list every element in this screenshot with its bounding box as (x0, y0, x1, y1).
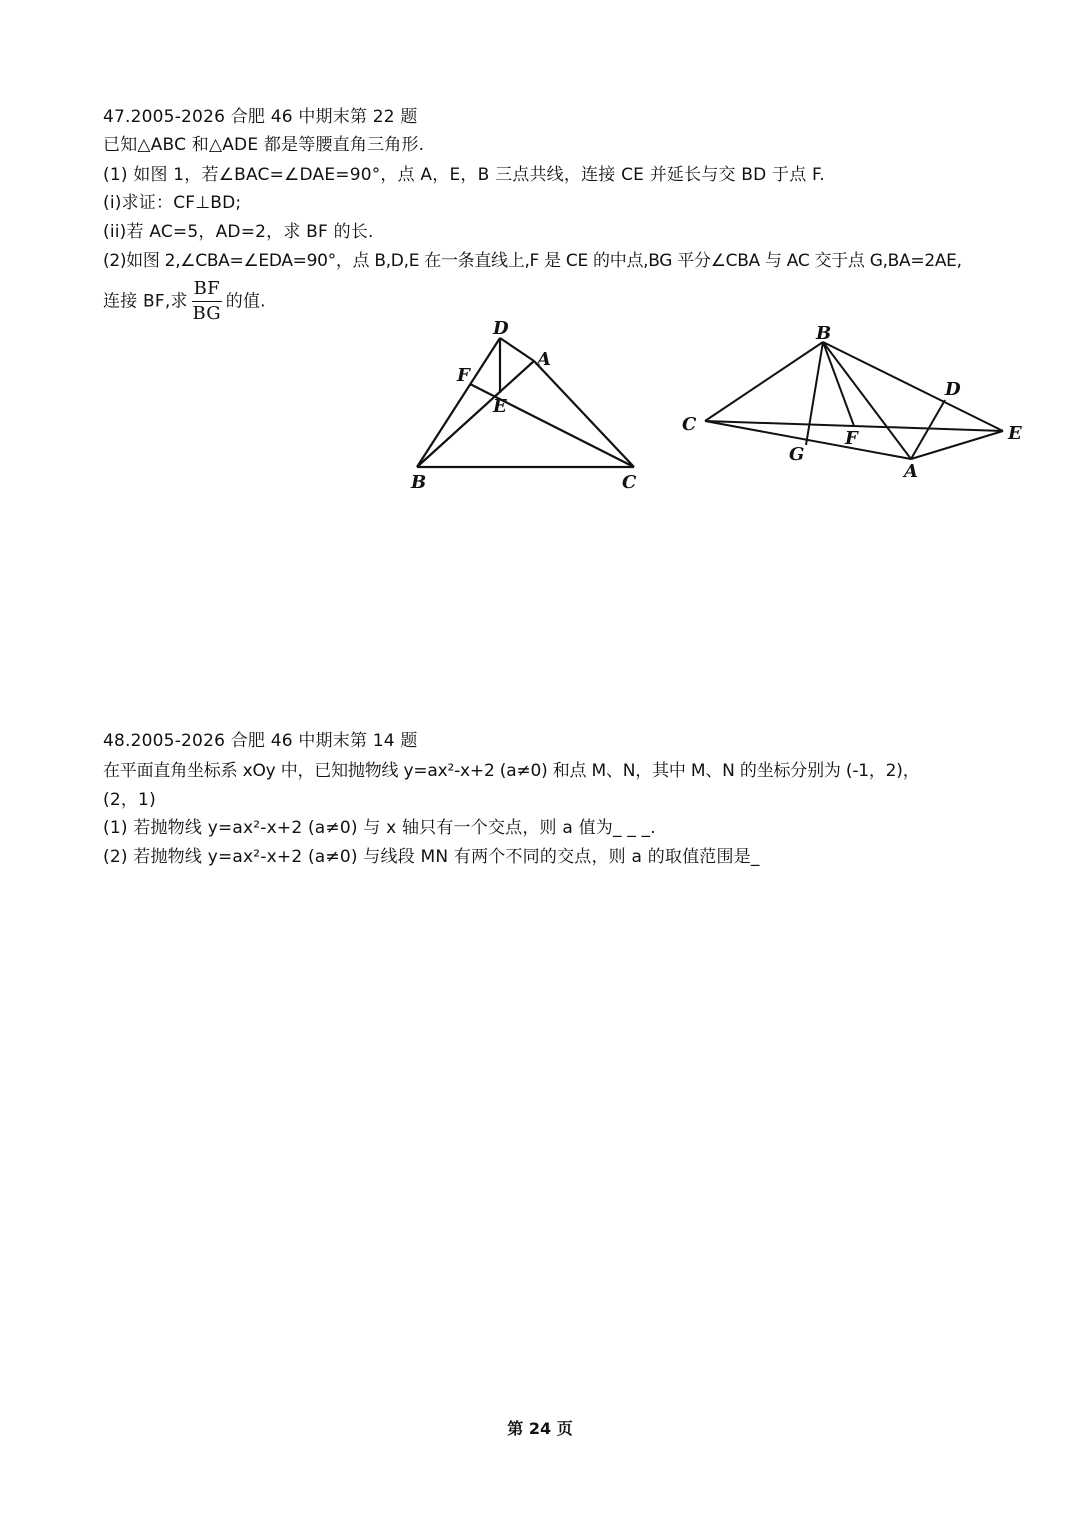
fig1-label-a: A (537, 349, 551, 370)
fig1-label-e: E (493, 396, 507, 417)
segment-ba (823, 342, 911, 459)
q48-part1: (1) 若抛物线 y=ax²-x+2 (a≠0) 与 x 轴只有一个交点，则 a 值为_ _ _. (103, 818, 656, 838)
q47-intro: 已知△ABC 和△ADE 都是等腰直角三角形. (103, 135, 425, 155)
q48-line1: 在平面直角坐标系 xOy 中，已知抛物线 y=ax²-x+2 (a≠0) 和点 M、N，其中 M、N 的坐标分别为 (-1，2)， (103, 761, 920, 781)
fraction-numerator: BF (192, 278, 222, 302)
fig2-label-d: D (945, 379, 961, 400)
q47-title: 47.2005-2026 合肥 46 中期末第 22 题 (103, 107, 418, 127)
figure-1-svg (400, 310, 660, 500)
fig2-label-c: C (682, 414, 697, 435)
fig1-label-d: D (493, 318, 509, 339)
fraction-denominator: BG (192, 303, 221, 324)
q47-part1: (1) 如图 1，若∠BAC=∠DAE=90°，点 A，E，B 三点共线，连接 CE 并延长与交 BD 于点 F. (103, 165, 825, 185)
fig2-label-e: E (1008, 423, 1022, 444)
page-number: 第 24 页 (507, 1419, 573, 1438)
q47-part1-i: (i)求证：CF⊥BD; (103, 193, 242, 213)
figure-2 (670, 315, 1040, 490)
ask-suffix: 的值. (225, 291, 266, 312)
fig2-label-g: G (789, 444, 805, 465)
fig1-label-b: B (411, 472, 427, 493)
segment-ac (534, 361, 634, 467)
figure-2-svg (670, 315, 1040, 490)
segment-bg (806, 342, 823, 445)
fig2-label-f: F (845, 428, 858, 449)
q47-part1-ii: (ii)若 AC=5，AD=2，求 BF 的长. (103, 222, 374, 242)
segment-bc (705, 342, 823, 421)
fig2-label-a: A (904, 461, 918, 482)
q47-part2: (2)如图 2,∠CBA=∠EDA=90°，点 B,D,E 在一条直线上,F 是 CE 的中点,BG 平分∠CBA 与 AC 交于点 G,BA=2AE, (103, 251, 962, 271)
segment-da (500, 338, 534, 361)
fig1-label-c: C (622, 472, 637, 493)
fig1-label-f: F (457, 365, 470, 386)
q48-part2: (2) 若抛物线 y=ax²-x+2 (a≠0) 与线段 MN 有两个不同的交点，则 a 的取值范围是_ (103, 847, 760, 867)
fig2-label-b: B (816, 323, 832, 344)
figure-1 (400, 310, 660, 500)
fraction-bf-bg (192, 278, 222, 325)
q47-part2-ask (103, 278, 266, 325)
ask-prefix: 连接 BF,求 (103, 291, 188, 312)
q48-line2: (2，1) (103, 790, 156, 810)
q48-title: 48.2005-2026 合肥 46 中期末第 14 题 (103, 731, 418, 751)
